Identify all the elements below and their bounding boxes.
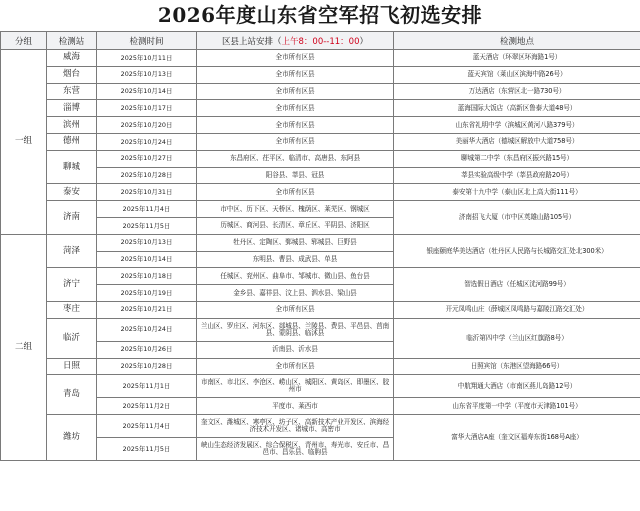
area-cell: 全市所有区县 <box>197 358 394 375</box>
date-cell: 2025年11月4日 <box>97 415 197 438</box>
location-cell: 日照宾馆（东港区望海路66号） <box>394 358 640 375</box>
date-cell: 2025年11月5日 <box>97 438 197 461</box>
group-cell: 一组 <box>1 50 47 235</box>
area-cell: 全市所有区县 <box>197 133 394 150</box>
location-cell: 蓝天酒店（环翠区环海路1号） <box>394 50 640 67</box>
date-cell: 2025年11月4日 <box>97 201 197 218</box>
date-cell: 2025年10月19日 <box>97 285 197 302</box>
area-cell: 奎文区、潍城区、寒亭区、坊子区、高新技术产业开发区、滨海经济技术开发区、诸城市、高密市 <box>197 415 394 438</box>
table-row <box>1 318 640 341</box>
station-cell: 青岛 <box>47 375 97 415</box>
area-cell: 全市所有区县 <box>197 301 394 318</box>
station-cell: 东营 <box>47 83 97 100</box>
location-cell: 开元凤鸣山庄（薛城区凤鸣路与嘉陵江路交汇处） <box>394 301 640 318</box>
station-cell: 泰安 <box>47 184 97 201</box>
location-cell: 万达酒店（东营区北一路730号） <box>394 83 640 100</box>
location-cell: 济南招飞大厦（市中区英雄山路105号） <box>394 201 640 235</box>
station-cell: 菏泽 <box>47 234 97 268</box>
station-cell: 滨州 <box>47 117 97 134</box>
table-row <box>1 184 640 201</box>
table-row <box>1 66 640 83</box>
header-area <box>197 32 394 50</box>
area-cell: 兰山区、罗庄区、河东区、郯城县、兰陵县、费县、平邑县、莒南县、蒙阴县、临沭县 <box>197 318 394 341</box>
station-cell: 潍坊 <box>47 415 97 461</box>
table-row <box>1 398 640 415</box>
location-cell: 智选假日酒店（任城区洸河路99号） <box>394 268 640 302</box>
table-row <box>1 133 640 150</box>
date-cell: 2025年10月28日 <box>97 167 197 184</box>
table-row <box>1 375 640 398</box>
date-cell: 2025年10月13日 <box>97 234 197 251</box>
area-cell: 市中区、历下区、天桥区、槐荫区、莱芜区、钢城区 <box>197 201 394 218</box>
date-cell: 2025年10月21日 <box>97 301 197 318</box>
date-cell: 2025年10月27日 <box>97 150 197 167</box>
header-group: 分组 <box>1 32 47 50</box>
location-cell: 美丽华大酒店（德城区解放中大道758号） <box>394 133 640 150</box>
station-cell: 烟台 <box>47 66 97 83</box>
station-cell: 日照 <box>47 358 97 375</box>
header-area-suffix: ） <box>359 36 369 47</box>
location-cell: 莘县实验高级中学（莘县政府路20号） <box>394 167 640 184</box>
date-cell: 2025年11月5日 <box>97 217 197 234</box>
table-row <box>1 268 640 285</box>
location-cell: 山东省礼明中学（滨城区黄河八路379号） <box>394 117 640 134</box>
area-cell: 平度市、莱西市 <box>197 398 394 415</box>
date-cell: 2025年10月18日 <box>97 268 197 285</box>
table-header-row <box>1 32 640 50</box>
location-cell: 蓝天宾馆（莱山区滨海中路26号） <box>394 66 640 83</box>
table-row <box>1 234 640 251</box>
area-cell: 全市所有区县 <box>197 50 394 67</box>
date-cell: 2025年10月24日 <box>97 133 197 150</box>
date-cell: 2025年10月24日 <box>97 318 197 341</box>
station-cell: 威海 <box>47 50 97 67</box>
area-cell: 全市所有区县 <box>197 83 394 100</box>
header-area-time: 上午8：00--11：00 <box>281 36 360 47</box>
table-row <box>1 167 640 184</box>
location-cell: 聊城第二中学（东昌府区振兴路15号） <box>394 150 640 167</box>
station-cell: 临沂 <box>47 318 97 358</box>
date-cell: 2025年11月1日 <box>97 375 197 398</box>
header-time: 检测时间 <box>97 32 197 50</box>
area-cell: 历城区、商河县、长清区、章丘区、平阴县、济阳区 <box>197 217 394 234</box>
date-cell: 2025年10月26日 <box>97 341 197 358</box>
area-cell: 峡山生态经济发展区、综合保税区、青州市、寿光市、安丘市、昌邑市、昌乐县、临朐县 <box>197 438 394 461</box>
date-cell: 2025年10月28日 <box>97 358 197 375</box>
location-cell: 临沂第四中学（兰山区红旗路8号） <box>394 318 640 358</box>
table-row <box>1 150 640 167</box>
table-row <box>1 83 640 100</box>
area-cell: 任城区、兖州区、曲阜市、邹城市、微山县、鱼台县 <box>197 268 394 285</box>
header-location: 检测地点 <box>394 32 640 50</box>
location-cell: 富华大酒店A座（奎文区福寿东街168号A座） <box>394 415 640 461</box>
station-cell: 聊城 <box>47 150 97 184</box>
table-row <box>1 100 640 117</box>
location-cell: 中航翔通大酒店（市南区燕儿岛路12号） <box>394 375 640 398</box>
area-cell: 金乡县、嘉祥县、汶上县、泗水县、梁山县 <box>197 285 394 302</box>
station-cell: 枣庄 <box>47 301 97 318</box>
date-cell: 2025年10月13日 <box>97 66 197 83</box>
page-title: 2026年度山东省空军招飞初选安排 <box>157 3 483 27</box>
schedule-table <box>0 31 640 461</box>
date-cell: 2025年10月20日 <box>97 117 197 134</box>
table-row <box>1 117 640 134</box>
area-cell: 全市所有区县 <box>197 184 394 201</box>
date-cell: 2025年11月2日 <box>97 398 197 415</box>
header-station: 检测站 <box>47 32 97 50</box>
date-cell: 2025年10月11日 <box>97 50 197 67</box>
table-row <box>1 358 640 375</box>
header-area-prefix: 区县上站安排（ <box>221 36 282 47</box>
table-row <box>1 415 640 438</box>
location-cell: 泰安第十九中学（泰山区北上高大街111号） <box>394 184 640 201</box>
group-cell: 二组 <box>1 234 47 460</box>
area-cell: 全市所有区县 <box>197 66 394 83</box>
station-cell: 济南 <box>47 201 97 235</box>
date-cell: 2025年10月17日 <box>97 100 197 117</box>
area-cell: 阳谷县、莘县、冠县 <box>197 167 394 184</box>
table-row <box>1 301 640 318</box>
schedule-body <box>1 50 640 461</box>
area-cell: 全市所有区县 <box>197 117 394 134</box>
station-cell: 淄博 <box>47 100 97 117</box>
area-cell: 东昌府区、茌平区、临清市、高唐县、东阿县 <box>197 150 394 167</box>
area-cell: 牡丹区、定陶区、鄄城县、郓城县、巨野县 <box>197 234 394 251</box>
date-cell: 2025年10月14日 <box>97 83 197 100</box>
location-cell: 山东省平度第一中学（平度市天津路101号） <box>394 398 640 415</box>
area-cell: 全市所有区县 <box>197 100 394 117</box>
table-row <box>1 201 640 218</box>
location-cell: 蓝海国际大饭店（高新区鲁泰大道48号） <box>394 100 640 117</box>
area-cell: 市南区、市北区、李沧区、崂山区、城阳区、黄岛区、即墨区、胶州市 <box>197 375 394 398</box>
date-cell: 2025年10月14日 <box>97 251 197 268</box>
station-cell: 济宁 <box>47 268 97 302</box>
area-cell: 沂南县、沂水县 <box>197 341 394 358</box>
station-cell: 德州 <box>47 133 97 150</box>
date-cell: 2025年10月31日 <box>97 184 197 201</box>
location-cell: 银座颐庭华美达酒店（牡丹区人民路与长城路交汇处北300米） <box>394 234 640 268</box>
area-cell: 东明县、曹县、成武县、单县 <box>197 251 394 268</box>
table-row <box>1 50 640 67</box>
